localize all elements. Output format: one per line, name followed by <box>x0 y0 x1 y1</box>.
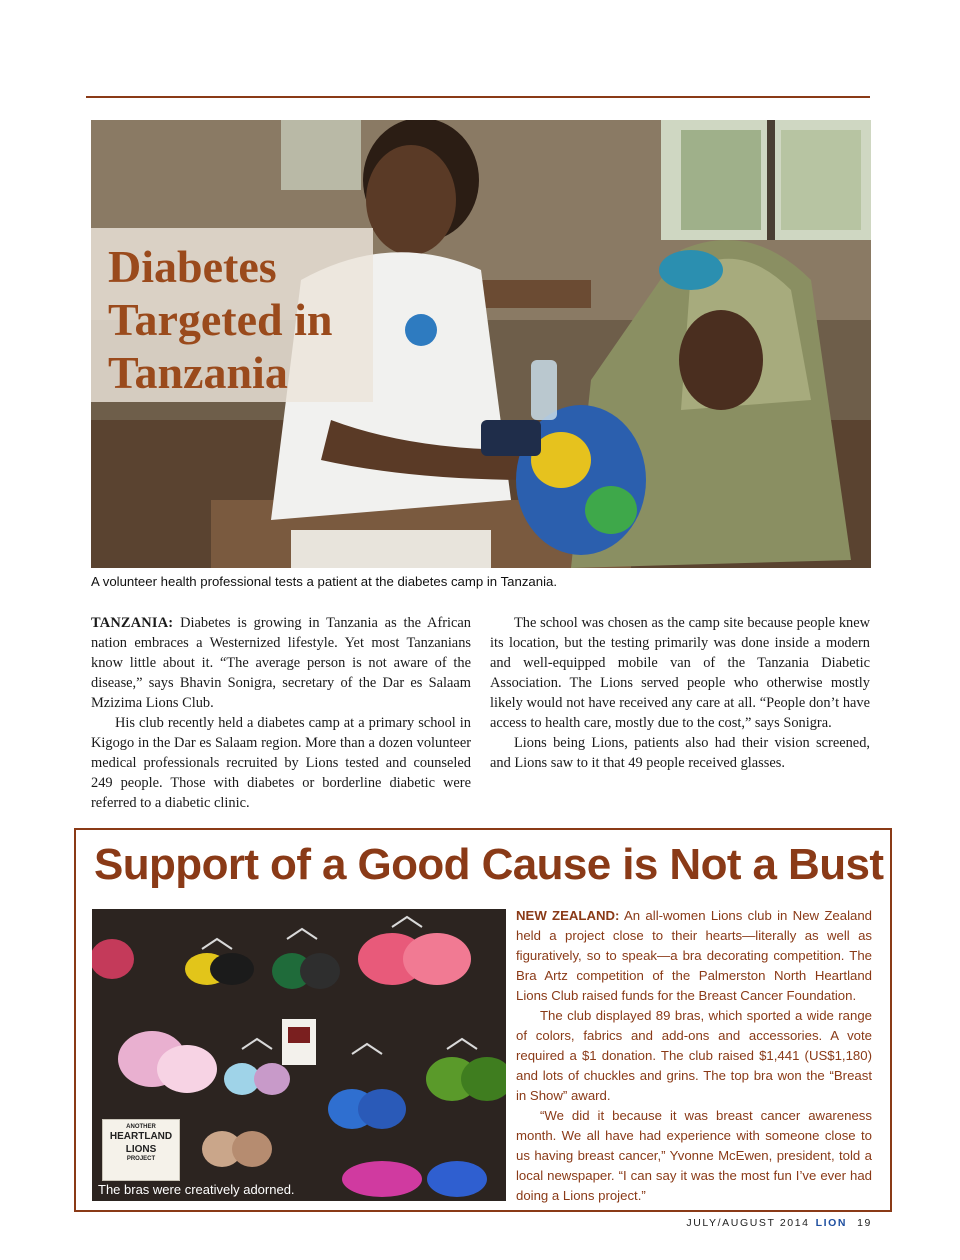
article-column-left <box>91 613 471 813</box>
photo-caption: A volunteer health professional tests a patient at the diabetes camp in Tanzania. <box>91 574 558 589</box>
sidebar-story-box <box>74 828 892 1212</box>
magazine-name: LION <box>815 1217 848 1229</box>
bra-display-photo <box>92 909 506 1201</box>
top-rule <box>86 96 870 98</box>
bra-photo-caption: The bras were creatively adorned. <box>98 1182 295 1197</box>
article-paragraph-1 <box>91 613 471 713</box>
article-column-right <box>490 613 870 773</box>
sidebar-dateline: NEW ZEALAND: <box>516 908 620 923</box>
issue-date: JULY/AUGUST 2014 <box>686 1217 810 1229</box>
paragraph-text: An all-women Lions club in New Zealand held a project close to their hearts—literally as well as figuratively, so to speak—a bra decorating competition. The Bra Artz competition of the Palmerston North Heartland Lions Club raised funds for the Breast Cancer Foundation. <box>516 908 872 1003</box>
sign-line-1: ANOTHER <box>126 1124 156 1130</box>
paragraph-text: Diabetes is growing in Tanzania as the African nation embraces a Westernized lifestyle. Yet most Tanzanians know little about it. “The average person is not aware of the disease,” says Bhavin Sonigra, secretary of the Dar es Salaam Mzizima Lions Club. <box>91 615 471 711</box>
page-footer <box>686 1217 872 1229</box>
dateline: TANZANIA: <box>91 615 174 631</box>
article-paragraph-3: The school was chosen as the camp site because people knew its location, but the testing primarily was done inside a modern and well-equipped mobile van of the Tanzania Diabetic Association. The Lions served people who otherwise mostly likely would not have received any care at all. “People don’t have access to health care, mostly due to the cost,” says Sonigra. <box>490 615 870 731</box>
diabetes-camp-photo <box>91 120 871 568</box>
heartland-lions-sign <box>102 1119 180 1181</box>
article-paragraph-4: Lions being Lions, patients also had their vision screened, and Lions saw to it that 49 people received glasses. <box>490 735 870 771</box>
sidebar-text <box>516 906 872 1206</box>
article-headline: Diabetes Targeted in Tanzania <box>108 241 333 398</box>
sidebar-paragraph-2: The club displayed 89 bras, which sported a wide range of colors, fabrics and add-ons and accessories. A vote required a $1 donation. The club raised $1,441 (US$1,180) and lots of chuckles and grins. The top bra won the “Breast in Show” award. <box>516 1008 872 1103</box>
sign-line-4: PROJECT <box>126 1156 156 1162</box>
sidebar-headline: Support of a Good Cause is Not a Bust <box>94 840 884 889</box>
sidebar-paragraph-3: “We did it because it was breast cancer awareness month. We all have had experience with someone close to us having breast cancer,” Yvonne McEwen, president, told a local newspaper. “I can say it was the most fun I’ve ever had doing a Lions project.” <box>516 1108 872 1203</box>
sign-line-2: HEARTLAND <box>109 1131 173 1142</box>
sign-line-3: LIONS <box>125 1144 157 1155</box>
page-number: 19 <box>857 1217 872 1229</box>
article-paragraph-2: His club recently held a diabetes camp at a primary school in Kigogo in the Dar es Salaam region. More than a dozen volunteer medical professionals recruited by Lions tested and counseled 249 people. Those with diabetes or borderline diabetic were referred to a diabetic clinic. <box>91 715 471 811</box>
sidebar-paragraph-1 <box>516 906 872 1006</box>
